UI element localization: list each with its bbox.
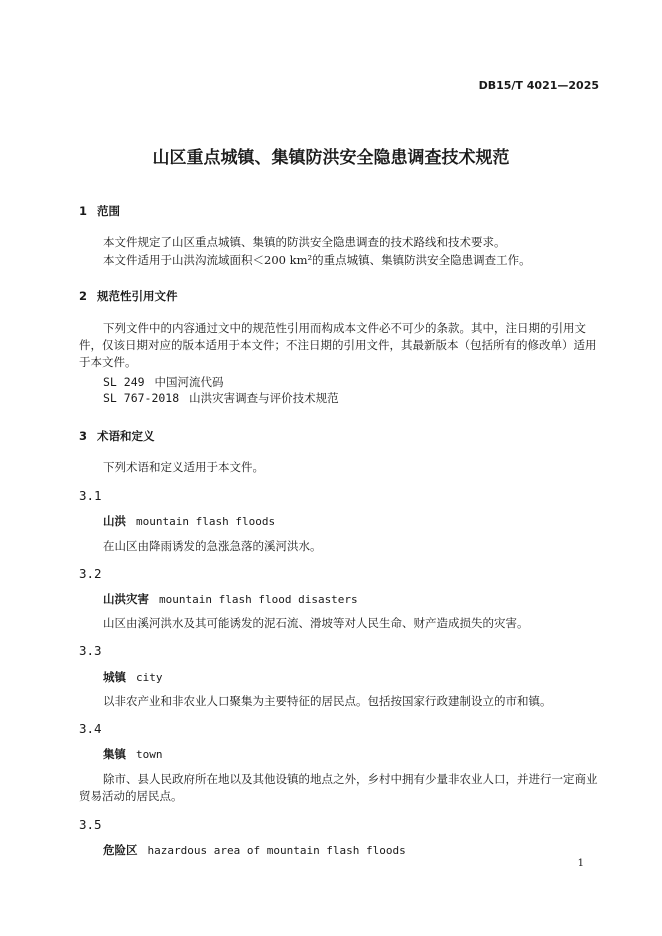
clause-number: 3.2 [79, 566, 102, 581]
term-definition: 在山区由降雨诱发的急涨急落的溪河洪水。 [103, 539, 322, 553]
clause-number: 3.3 [79, 643, 102, 658]
scope-paragraph-2: 本文件适用于山洪沟流域面积＜200 km²的重点城镇、集镇防洪安全隐患调查工作。 [103, 253, 531, 267]
section-title: 范围 [97, 204, 120, 218]
section-number: 1 [79, 204, 88, 218]
section-heading-terms [79, 428, 155, 444]
term-en: mountain flash flood disasters [159, 593, 358, 606]
term-entry [103, 513, 275, 529]
term-entry [103, 746, 163, 762]
term-en: hazardous area of mountain flash floods [147, 844, 406, 857]
term-definition: 以非农产业和非农业人口聚集为主要特征的居民点。包括按国家行政建制设立的市和镇。 [103, 694, 552, 708]
term-en: town [136, 748, 163, 761]
term-entry [103, 669, 163, 685]
term-definition: 除市、县人民政府所在地以及其他设镇的地点之外，乡村中拥有少量非农业人口，并进行一定商业贸易活动的居民点。 [79, 772, 598, 803]
scope-paragraph-1: 本文件规定了山区重点城镇、集镇的防洪安全隐患调查的技术路线和技术要求。 [103, 235, 506, 249]
term-definition: 山区由溪河洪水及其可能诱发的泥石流、滑坡等对人民生命、财产造成损失的灾害。 [103, 616, 529, 630]
term-zh: 集镇 [103, 747, 126, 761]
normative-refs-intro: 下列文件中的内容通过文中的规范性引用而构成本文件必不可少的条款。其中，注日期的引用文件，仅该日期对应的版本适用于本文件；不注日期的引用文件，其最新版本（包括所有的修改单）适用于本文件。 [79, 321, 597, 369]
term-entry [103, 842, 406, 858]
document-title: 山区重点城镇、集镇防洪安全隐患调查技术规范 [152, 148, 510, 168]
section-title: 术语和定义 [97, 429, 155, 443]
term-zh: 城镇 [103, 670, 126, 684]
term-en: mountain flash floods [136, 515, 276, 528]
section-title: 规范性引用文件 [97, 289, 178, 303]
page-number: 1 [577, 858, 584, 869]
clause-number: 3.4 [79, 721, 102, 736]
reference-code: SL 249 [103, 375, 145, 389]
term-zh: 危险区 [103, 843, 138, 857]
reference-item [103, 390, 339, 406]
reference-title: 山洪灾害调查与评价技术规范 [189, 391, 339, 405]
section-heading-normative-refs [79, 288, 178, 304]
reference-item [103, 374, 224, 390]
section-heading-scope [79, 203, 120, 219]
clause-number: 3.5 [79, 817, 102, 832]
term-entry [103, 591, 358, 607]
clause-number: 3.1 [79, 488, 102, 503]
term-zh: 山洪灾害 [103, 592, 149, 606]
section-number: 3 [79, 429, 88, 443]
reference-title: 中国河流代码 [154, 375, 224, 389]
term-zh: 山洪 [103, 514, 126, 528]
standard-code: DB15/T 4021—2025 [478, 79, 599, 92]
reference-code: SL 767-2018 [103, 391, 180, 405]
terms-intro: 下列术语和定义适用于本文件。 [103, 460, 264, 474]
section-number: 2 [79, 289, 88, 303]
term-en: city [136, 671, 163, 684]
